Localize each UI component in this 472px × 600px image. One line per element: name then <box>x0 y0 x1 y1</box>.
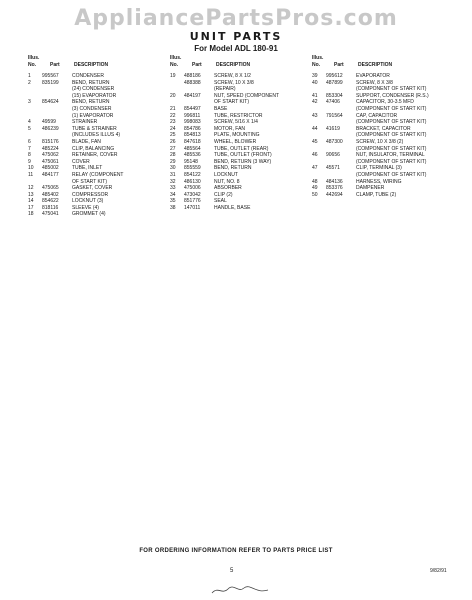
part-description: BEND, RETURN (3 WAY) <box>214 158 272 165</box>
part-number <box>326 86 356 93</box>
parts-column-3 <box>312 55 447 198</box>
part-description: EVAPORATOR <box>356 73 390 79</box>
header-part: Part <box>334 62 344 68</box>
part-row <box>170 172 298 179</box>
header-description: DESCRIPTION <box>216 62 251 68</box>
part-row <box>170 152 298 159</box>
part-description: GASKET, COVER <box>72 185 113 192</box>
part-row <box>28 73 156 80</box>
part-number: 854786 <box>184 125 201 132</box>
part-number: 488388 <box>184 79 201 86</box>
illus-number: 41 <box>312 92 318 99</box>
part-description: SLEEVE (4) <box>72 204 99 211</box>
part-row <box>28 185 156 192</box>
part-row <box>170 86 298 93</box>
part-row <box>28 119 156 126</box>
parts-list <box>312 73 447 198</box>
part-row <box>28 113 156 120</box>
part-number: 475065 <box>42 185 59 192</box>
model-subtitle: For Model ADL 180-91 <box>194 44 278 53</box>
part-description: (COMPONENT OF START KIT) <box>356 132 427 139</box>
header-illus: Illus. <box>28 55 40 61</box>
illus-number: 18 <box>28 211 34 218</box>
part-number: 853376 <box>326 185 343 192</box>
part-number <box>42 106 72 113</box>
part-description: TUBE, RESTRICTOR <box>214 112 263 119</box>
illus-number: 5 <box>28 125 31 132</box>
illus-number: 32 <box>170 178 176 185</box>
part-description: RETAINER, COVER <box>72 152 118 159</box>
part-description: OF START KIT) <box>72 178 108 185</box>
part-description: (COMPONENT OF START KIT) <box>356 86 427 93</box>
part-description: NUT, SPEED (COMPONENT <box>214 92 280 99</box>
illus-number <box>28 113 42 120</box>
part-row <box>312 99 447 106</box>
part-row <box>170 146 298 153</box>
part-number: 998083 <box>184 119 201 126</box>
illus-number <box>312 86 326 93</box>
part-number: 854622 <box>42 198 59 205</box>
part-description: DAMPENER <box>356 185 385 192</box>
part-description: NUT, NO. 8 <box>214 178 240 185</box>
illus-number: 25 <box>170 132 176 139</box>
illus-number: 34 <box>170 191 176 198</box>
part-row <box>28 86 156 93</box>
part-row <box>28 159 156 166</box>
illus-number: 31 <box>170 171 176 178</box>
part-number: 485536 <box>184 152 201 159</box>
part-description: CAPACITOR, 30-3.5 MFD <box>356 99 414 106</box>
watermark: AppliancePartsPros.com <box>74 6 398 31</box>
part-row <box>312 86 447 93</box>
part-row <box>170 198 298 205</box>
part-number: 485564 <box>184 145 201 152</box>
part-description: RELAY (COMPONENT <box>72 171 124 178</box>
part-number: 485402 <box>42 191 59 198</box>
part-row <box>28 152 156 159</box>
part-row <box>28 126 156 133</box>
illus-number: 17 <box>28 204 34 211</box>
illus-number: 50 <box>312 191 318 198</box>
part-number <box>326 172 356 179</box>
part-description: STRAINER <box>72 119 98 126</box>
part-description: WHEEL, BLOWER <box>214 138 257 145</box>
illus-number: 24 <box>170 125 176 132</box>
illus-number: 33 <box>170 185 176 192</box>
illus-number <box>28 132 42 139</box>
header-description: DESCRIPTION <box>74 62 109 68</box>
part-row <box>28 165 156 172</box>
part-row <box>312 113 447 120</box>
part-row <box>312 139 447 146</box>
part-number <box>326 119 356 126</box>
part-description: CLIP, BALANCING <box>72 145 115 152</box>
part-description: (COMPONENT OF START KIT) <box>356 171 427 178</box>
part-number: 854122 <box>184 171 201 178</box>
part-description: (COMPONENT OF START KIT) <box>356 105 427 112</box>
part-row <box>28 93 156 100</box>
part-number: 996811 <box>184 112 201 119</box>
illus-number: 14 <box>28 198 34 205</box>
part-number: 851776 <box>184 198 201 205</box>
part-row <box>170 185 298 192</box>
part-row <box>28 132 156 139</box>
part-number: 484197 <box>184 92 201 99</box>
illus-number: 6 <box>28 138 31 145</box>
illus-number: 44 <box>312 125 318 132</box>
illus-number <box>312 172 326 179</box>
illus-number: 29 <box>170 158 176 165</box>
illus-number: 7 <box>28 145 31 152</box>
part-description: (REPAIR) <box>214 86 236 93</box>
illus-number <box>312 132 326 139</box>
part-description: (24) CONDENSER <box>72 86 115 93</box>
part-row <box>312 159 447 166</box>
illus-number: 8 <box>28 152 31 159</box>
illus-number: 13 <box>28 191 34 198</box>
handwritten-mark <box>210 584 270 596</box>
part-description: MOTOR, FAN <box>214 125 246 132</box>
illus-number: 42 <box>312 99 318 106</box>
part-row <box>312 146 447 153</box>
part-number <box>42 86 72 93</box>
part-row <box>28 139 156 146</box>
part-row <box>170 113 298 120</box>
part-row <box>312 185 447 192</box>
illus-number <box>28 179 42 186</box>
part-description: BASE <box>214 105 228 112</box>
part-description: BRACKET, CAPACITOR <box>356 125 411 132</box>
illus-number: 27 <box>170 145 176 152</box>
part-number: 486130 <box>184 178 201 185</box>
part-row <box>312 179 447 186</box>
part-row <box>28 205 156 212</box>
part-number: 90656 <box>326 152 340 159</box>
illus-number <box>28 86 42 93</box>
illus-number: 38 <box>170 204 176 211</box>
part-description: LOCKNUT (3) <box>72 198 104 205</box>
part-description: (3) CONDENSER <box>72 105 112 112</box>
header-no: No. <box>312 62 321 68</box>
part-row <box>170 99 298 106</box>
part-number: 818116 <box>42 204 59 211</box>
part-row <box>170 132 298 139</box>
part-number: 486239 <box>42 125 59 132</box>
illus-number: 39 <box>312 73 318 79</box>
part-description: SUPPORT, CONDENSER (R.S.) <box>356 92 429 99</box>
part-number <box>326 159 356 166</box>
part-number: 847618 <box>184 138 201 145</box>
part-description: NUT, INSULATOR, TERMINAL <box>356 152 425 159</box>
part-description: PLATE, MOUNTING <box>214 132 260 139</box>
illus-number <box>28 106 42 113</box>
illus-number <box>312 106 326 113</box>
part-number: 147011 <box>184 204 201 211</box>
part-row <box>28 146 156 153</box>
illus-number: 23 <box>170 119 176 126</box>
part-row <box>170 159 298 166</box>
illus-number: 20 <box>170 92 176 99</box>
part-number: 485002 <box>42 165 59 172</box>
part-description: (INCLUDES ILLUS 4) <box>72 132 121 139</box>
parts-column-2 <box>170 55 298 211</box>
header-description: DESCRIPTION <box>358 62 393 68</box>
part-number: 473042 <box>184 191 201 198</box>
part-row <box>312 152 447 159</box>
part-row <box>28 211 156 218</box>
illus-number: 9 <box>28 158 31 165</box>
illus-number: 10 <box>28 165 34 172</box>
part-description: BEND, RETURN <box>214 165 252 172</box>
part-row <box>312 132 447 139</box>
part-row <box>28 80 156 87</box>
part-description: (1) EVAPORATOR <box>72 112 114 119</box>
part-number: 442694 <box>326 191 343 198</box>
part-description: GROMMET (4) <box>72 211 106 218</box>
illus-number: 46 <box>312 152 318 159</box>
part-description: COVER <box>72 158 90 165</box>
part-description: SCREW, 8 X 3/8 <box>356 79 393 86</box>
part-description: SCREW, 10 X 3/8 (2) <box>356 138 404 145</box>
illus-number: 12 <box>28 185 34 192</box>
illus-number: 11 <box>28 171 34 178</box>
part-number: 488186 <box>184 73 201 79</box>
part-number: 995567 <box>42 73 59 79</box>
header-no: No. <box>170 62 179 68</box>
part-description: COMPRESSOR <box>72 191 109 198</box>
part-row <box>312 73 447 80</box>
page-number: 5 <box>230 568 234 574</box>
header-part: Part <box>50 62 60 68</box>
part-number: 485224 <box>42 145 59 152</box>
part-number: 475061 <box>42 158 59 165</box>
illus-number: 30 <box>170 165 176 172</box>
part-row <box>312 93 447 100</box>
part-row <box>312 172 447 179</box>
part-number <box>184 86 214 93</box>
part-number: 835199 <box>42 79 59 86</box>
illus-number: 21 <box>170 105 176 112</box>
part-description: SCREW, 8 X 1/2 <box>214 73 251 79</box>
part-description: CLAMP, TUBE (2) <box>356 191 397 198</box>
column-header <box>170 55 298 73</box>
part-description: HANDLE, BASE <box>214 204 251 211</box>
part-row <box>170 80 298 87</box>
illus-number: 40 <box>312 79 318 86</box>
part-row <box>170 165 298 172</box>
part-row <box>312 119 447 126</box>
illus-number <box>312 159 326 166</box>
header-illus: Illus. <box>170 55 182 61</box>
column-header <box>28 55 156 73</box>
part-row <box>170 205 298 212</box>
part-description: CLIP (2) <box>214 191 233 198</box>
part-description: CONDENSER <box>72 73 104 79</box>
illus-number: 1 <box>28 73 31 79</box>
part-number: 853304 <box>326 92 343 99</box>
part-description: SCREW, 5/16 X 1/4 <box>214 119 258 126</box>
part-description: TUBE, INLET <box>72 165 103 172</box>
parts-column-1 <box>28 55 156 218</box>
document-number: 9/82/91 <box>430 568 447 574</box>
part-number: 475041 <box>42 211 59 218</box>
part-description: (COMPONENT OF START KIT) <box>356 158 427 165</box>
part-row <box>28 99 156 106</box>
part-number: 487899 <box>326 79 343 86</box>
part-number: 95148 <box>184 158 198 165</box>
part-description: (COMPONENT OF START KIT) <box>356 119 427 126</box>
header-illus: Illus. <box>312 55 324 61</box>
part-number <box>42 132 72 139</box>
part-number <box>326 106 356 113</box>
illus-number <box>170 80 184 87</box>
part-row <box>312 126 447 133</box>
part-number: 854624 <box>42 99 59 106</box>
part-description: ABSORBER <box>214 185 242 192</box>
part-number: 854813 <box>184 132 201 139</box>
illus-number: 26 <box>170 138 176 145</box>
illus-number: 48 <box>312 178 318 185</box>
illus-number <box>312 119 326 126</box>
part-row <box>312 192 447 199</box>
part-number: 487300 <box>326 138 343 145</box>
illus-number: 2 <box>28 79 31 86</box>
header-no: No. <box>28 62 37 68</box>
illus-number: 35 <box>170 198 176 205</box>
part-row <box>28 179 156 186</box>
part-description: BEND, RETURN <box>72 99 110 106</box>
header-part: Part <box>192 62 202 68</box>
part-description: (15) EVAPORATOR <box>72 92 117 99</box>
part-number: 475062 <box>42 152 59 159</box>
part-row <box>312 106 447 113</box>
part-number <box>326 146 356 153</box>
part-number <box>326 132 356 139</box>
part-description: CLIP, TERMINAL (3) <box>356 165 402 172</box>
part-row <box>312 80 447 87</box>
illus-number <box>170 86 184 93</box>
part-row <box>312 165 447 172</box>
illus-number <box>28 93 42 100</box>
part-row <box>170 126 298 133</box>
illus-number: 19 <box>170 73 176 79</box>
illus-number: 22 <box>170 112 176 119</box>
part-number <box>42 113 72 120</box>
column-header <box>312 55 447 73</box>
part-row <box>170 73 298 80</box>
ordering-footer: FOR ORDERING INFORMATION REFER TO PARTS PRICE LIST <box>139 548 333 554</box>
part-description: TUBE, OUTLET (REAR) <box>214 145 269 152</box>
part-row <box>170 139 298 146</box>
part-row <box>170 179 298 186</box>
part-description: OF START KIT) <box>214 99 250 106</box>
part-number: 484177 <box>42 171 59 178</box>
part-number <box>184 99 214 106</box>
part-row <box>28 198 156 205</box>
illus-number <box>312 146 326 153</box>
part-description: SCREW, 10 X 3/8 <box>214 79 254 86</box>
part-number: 47406 <box>326 99 340 106</box>
illus-number: 45 <box>312 138 318 145</box>
illus-number: 28 <box>170 152 176 159</box>
part-number: 475006 <box>184 185 201 192</box>
part-row <box>170 192 298 199</box>
part-description: SEAL <box>214 198 227 205</box>
page-title: UNIT PARTS <box>189 30 283 43</box>
part-number <box>42 93 72 100</box>
part-description: HARNESS, WIRING <box>356 178 402 185</box>
part-description: CAP, CAPACITOR <box>356 112 398 119</box>
illus-number: 43 <box>312 112 318 119</box>
parts-list <box>170 73 298 211</box>
part-number: 484136 <box>326 178 343 185</box>
part-row <box>170 93 298 100</box>
part-row <box>170 106 298 113</box>
part-number: 45571 <box>326 165 340 172</box>
part-description: TUBE, OUTLET (FRONT) <box>214 152 272 159</box>
part-description: BLADE, FAN <box>72 138 101 145</box>
parts-list <box>28 73 156 218</box>
part-row <box>28 192 156 199</box>
part-row <box>28 106 156 113</box>
illus-number <box>170 99 184 106</box>
illus-number: 47 <box>312 165 318 172</box>
illus-number: 49 <box>312 185 318 192</box>
part-number: 791564 <box>326 112 343 119</box>
part-description: LOCKNUT <box>214 171 238 178</box>
part-number: 49599 <box>42 119 56 126</box>
part-number: 815176 <box>42 138 59 145</box>
part-number: 41619 <box>326 125 340 132</box>
part-description: TUBE & STRAINER <box>72 125 117 132</box>
part-number: 854497 <box>184 105 201 112</box>
part-row <box>170 119 298 126</box>
part-row <box>28 172 156 179</box>
part-number: 995612 <box>326 73 343 79</box>
part-number <box>42 179 72 186</box>
part-number: 855559 <box>184 165 201 172</box>
part-description: BEND, RETURN <box>72 79 110 86</box>
illus-number: 4 <box>28 119 31 126</box>
part-description: (COMPONENT OF START KIT) <box>356 145 427 152</box>
illus-number: 3 <box>28 99 31 106</box>
